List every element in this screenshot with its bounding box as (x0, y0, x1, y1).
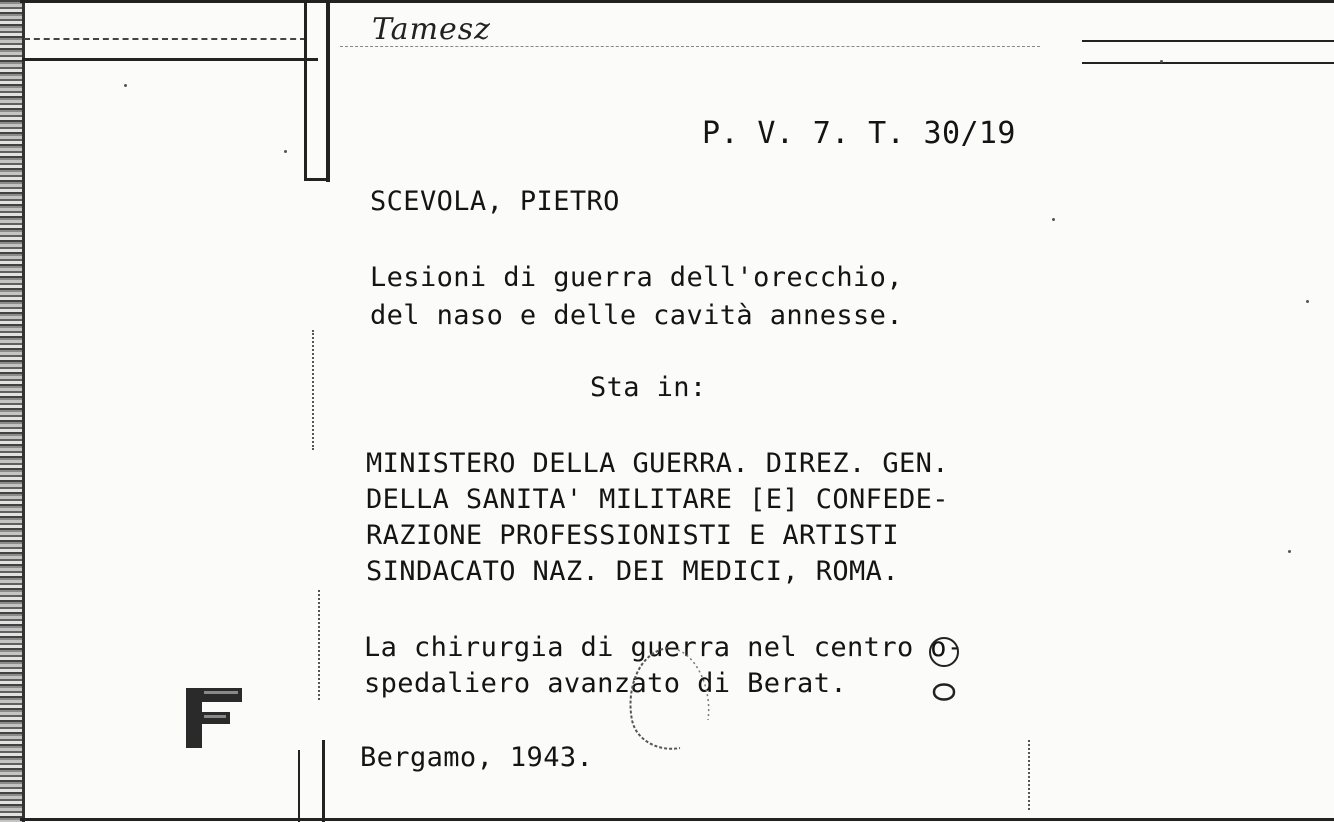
speck (1160, 60, 1163, 63)
top-rule-right (1082, 40, 1334, 42)
publisher-line-2: DELLA SANITA' MILITARE [E] CONFEDE- (366, 484, 949, 515)
lower-bracket-vertical-2 (298, 750, 300, 822)
speck (1306, 300, 1309, 303)
margin-dotted-line (312, 330, 314, 450)
bottom-border-line (20, 818, 1334, 821)
handwritten-note: Tamesz (372, 12, 491, 47)
title-line-1: Lesioni di guerra dell'orecchio, (370, 262, 903, 293)
top-rule-left (22, 58, 318, 61)
circled-number-mark (922, 632, 966, 710)
imprint: Bergamo, 1943. (360, 742, 594, 773)
top-rule-right-2 (1082, 62, 1334, 64)
contained-in-label: Sta in: (590, 372, 707, 403)
pencil-circle-mark (618, 640, 718, 760)
top-border-line (20, 0, 1334, 3)
speck (1052, 218, 1055, 221)
stamp-letter (244, 700, 245, 701)
article-line-1: La chirurgia di guerra nel centro o- (364, 632, 964, 663)
call-number: P. V. 7. T. 30/19 (702, 116, 1016, 151)
speck (1288, 550, 1291, 553)
article-line-2: spedaliero avanzato di Berat. (364, 668, 848, 699)
scan-edge-left (0, 0, 22, 822)
speck (284, 150, 287, 153)
lower-bracket-vertical (322, 740, 325, 822)
title-line-2: del naso e delle cavità annesse. (370, 300, 903, 331)
library-stamp (186, 688, 242, 748)
publisher-line-3: RAZIONE PROFESSIONISTI E ARTISTI (366, 520, 899, 551)
publisher-line-4: SINDACATO NAZ. DEI MEDICI, ROMA. (366, 556, 899, 587)
left-bracket-foot (304, 178, 330, 181)
speck (124, 84, 127, 87)
publisher-line-1: MINISTERO DELLA GUERRA. DIREZ. GEN. (366, 448, 949, 479)
scan-edge-line (22, 0, 25, 822)
right-dotted-mark (1028, 740, 1030, 810)
margin-dotted-line-2 (318, 590, 320, 700)
author-heading: SCEVOLA, PIETRO (370, 186, 620, 217)
left-bracket-vertical-2 (326, 0, 330, 182)
top-dashed-rule (24, 38, 306, 40)
left-bracket-vertical (304, 0, 307, 180)
